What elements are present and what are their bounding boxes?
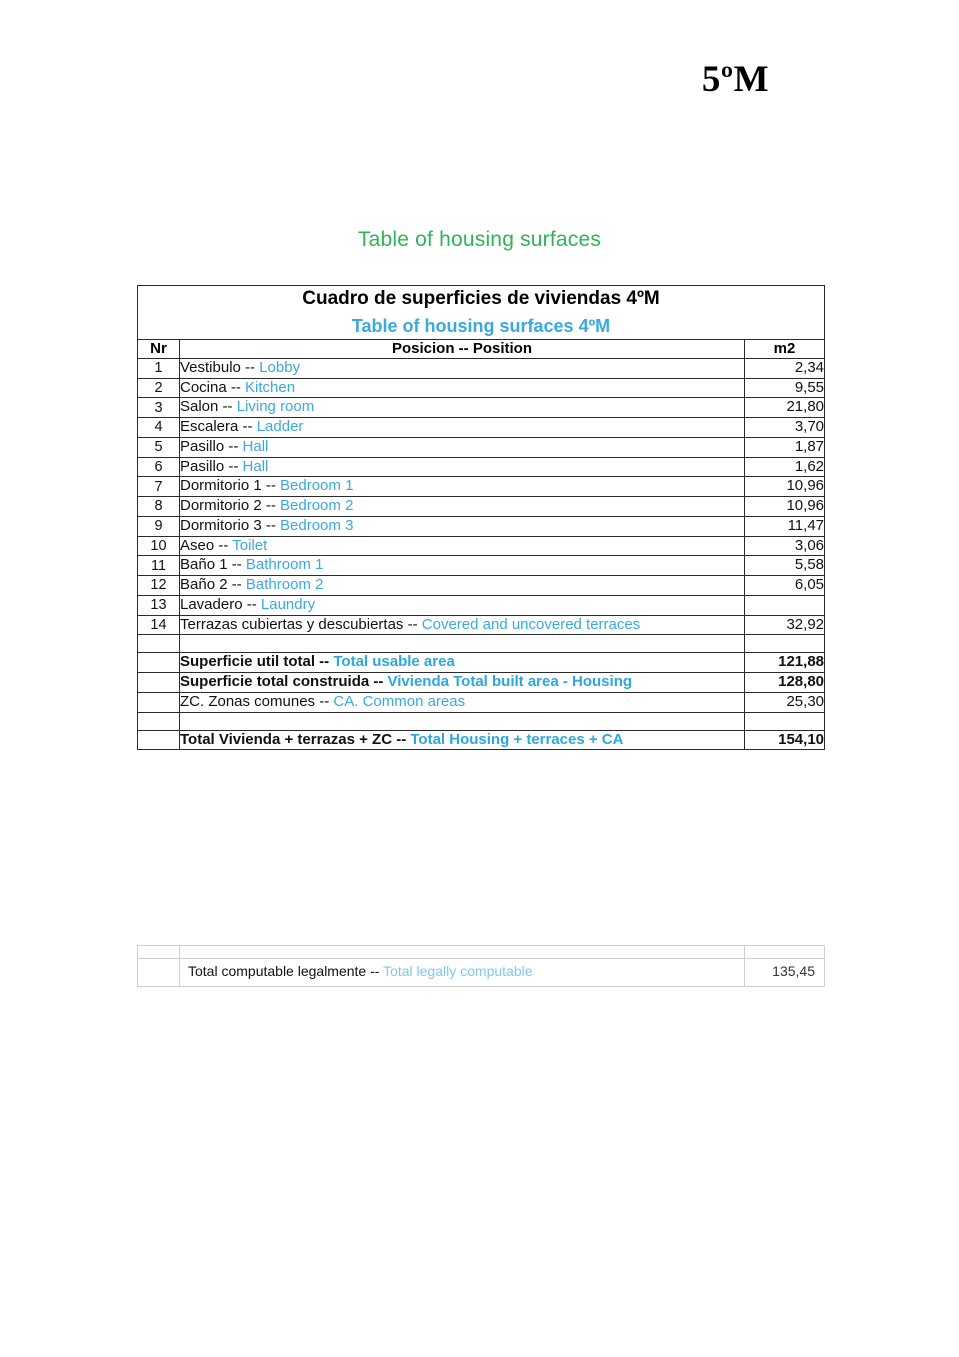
row-position-es: Aseo --	[180, 536, 229, 554]
total-row	[138, 692, 825, 712]
row-position-en: Hall	[242, 437, 269, 455]
table-column-header-row	[138, 339, 825, 358]
table-heading-en: Table of housing surfaces 4ºM	[351, 315, 611, 336]
row-position-en: Bedroom 1	[280, 477, 354, 495]
footer-label-en: Total legally computable	[383, 963, 533, 979]
footer-row-number	[138, 959, 180, 987]
table-row	[138, 536, 825, 556]
total-label-es: ZC. Zonas comunes --	[180, 692, 330, 710]
total-row	[138, 653, 825, 673]
row-position-es: Baño 1 --	[180, 556, 242, 574]
row-position-en: Bathroom 1	[245, 556, 324, 574]
grand-total-label	[180, 730, 745, 750]
table-heading-es: Cuadro de superficies de viviendas 4ºM	[302, 288, 660, 309]
spacer-nr	[138, 712, 180, 730]
row-position-en: Bedroom 3	[280, 516, 354, 534]
table-row	[138, 437, 825, 457]
table-row	[138, 477, 825, 497]
row-m2: 1,62	[745, 457, 825, 477]
row-number: 11	[138, 556, 180, 576]
grand-total-label-en: Total Housing + terraces + CA	[410, 730, 624, 748]
row-m2: 11,47	[745, 516, 825, 536]
row-number: 9	[138, 516, 180, 536]
row-position	[180, 358, 745, 378]
footer-total-row	[138, 959, 825, 987]
row-number: 10	[138, 536, 180, 556]
table-row	[138, 615, 825, 635]
row-position	[180, 378, 745, 398]
row-position	[180, 398, 745, 418]
grand-total-row-number	[138, 730, 180, 750]
row-position	[180, 497, 745, 517]
row-position-en: Toilet	[232, 536, 268, 554]
total-label-en: Vivienda Total built area - Housing	[387, 673, 633, 691]
table-spacer-row	[138, 635, 825, 653]
row-m2	[745, 595, 825, 615]
column-header-nr: Nr	[138, 339, 180, 358]
row-position	[180, 615, 745, 635]
row-position-en: Kitchen	[245, 378, 296, 396]
document-caption: Table of housing surfaces	[357, 228, 602, 251]
total-label	[180, 653, 745, 673]
row-position-es: Pasillo --	[180, 457, 239, 475]
footer-spacer-nr	[138, 946, 180, 959]
row-number: 3	[138, 398, 180, 418]
row-position-es: Lavadero --	[180, 595, 257, 613]
column-header-position: Posicion -- Position	[180, 339, 745, 358]
row-position-es: Salon --	[180, 398, 233, 416]
row-position	[180, 595, 745, 615]
spacer-pos	[180, 712, 745, 730]
spacer-nr	[138, 635, 180, 653]
table-row	[138, 595, 825, 615]
row-number: 1	[138, 358, 180, 378]
row-m2: 3,70	[745, 418, 825, 438]
row-position	[180, 556, 745, 576]
row-number: 6	[138, 457, 180, 477]
row-number: 5	[138, 437, 180, 457]
table-heading-row	[138, 286, 825, 340]
row-position	[180, 536, 745, 556]
row-position-es: Pasillo --	[180, 437, 239, 455]
footer-label	[180, 959, 745, 987]
row-m2: 9,55	[745, 378, 825, 398]
table-row	[138, 556, 825, 576]
spacer-m2	[745, 712, 825, 730]
grand-total-row	[138, 730, 825, 750]
row-position-en: Bathroom 2	[245, 576, 324, 594]
total-label-es: Superficie util total --	[180, 653, 330, 671]
total-label-en: CA. Common areas	[333, 692, 466, 710]
column-header-m2: m2	[745, 339, 825, 358]
surfaces-table	[137, 285, 825, 750]
row-position-en: Bedroom 2	[280, 497, 354, 515]
row-number: 12	[138, 576, 180, 596]
row-number: 8	[138, 497, 180, 517]
table-row	[138, 516, 825, 536]
table-row	[138, 418, 825, 438]
table-row	[138, 497, 825, 517]
total-label-es: Superficie total construida --	[180, 673, 384, 691]
row-m2: 21,80	[745, 398, 825, 418]
total-row-number	[138, 673, 180, 693]
row-position	[180, 437, 745, 457]
row-number: 2	[138, 378, 180, 398]
footer-spacer-pos	[180, 946, 745, 959]
total-row	[138, 673, 825, 693]
row-position-es: Escalera --	[180, 418, 253, 436]
row-position-es: Dormitorio 3 --	[180, 516, 276, 534]
row-m2: 6,05	[745, 576, 825, 596]
page-title: 5ºM	[701, 59, 769, 100]
total-value: 121,88	[745, 653, 825, 673]
row-position	[180, 576, 745, 596]
surfaces-table-container	[137, 285, 824, 750]
row-position	[180, 516, 745, 536]
row-position-es: Vestibulo --	[180, 358, 256, 376]
row-position-en: Laundry	[260, 595, 316, 613]
row-position-es: Dormitorio 2 --	[180, 497, 276, 515]
row-number: 7	[138, 477, 180, 497]
row-m2: 10,96	[745, 497, 825, 517]
table-row	[138, 576, 825, 596]
footer-spacer-m2	[745, 946, 825, 959]
table-row	[138, 457, 825, 477]
row-position-es: Cocina --	[180, 378, 241, 396]
row-number: 14	[138, 615, 180, 635]
row-position-en: Covered and uncovered terraces	[421, 615, 641, 633]
grand-total-label-es: Total Vivienda + terrazas + ZC --	[180, 730, 407, 748]
footer-label-es: Total computable legalmente --	[188, 963, 380, 979]
row-m2: 2,34	[745, 358, 825, 378]
row-position-en: Lobby	[259, 358, 301, 376]
row-m2: 3,06	[745, 536, 825, 556]
total-label	[180, 692, 745, 712]
total-value: 25,30	[745, 692, 825, 712]
row-m2: 1,87	[745, 437, 825, 457]
row-position-en: Ladder	[256, 418, 304, 436]
spacer-m2	[745, 635, 825, 653]
footer-spacer-row	[138, 946, 825, 959]
grand-total-value: 154,10	[745, 730, 825, 750]
row-position-es: Baño 2 --	[180, 576, 242, 594]
row-m2: 10,96	[745, 477, 825, 497]
row-number: 4	[138, 418, 180, 438]
total-row-number	[138, 653, 180, 673]
row-position	[180, 418, 745, 438]
row-position	[180, 457, 745, 477]
row-position-en: Living room	[236, 398, 315, 416]
row-number: 13	[138, 595, 180, 615]
total-row-number	[138, 692, 180, 712]
table-spacer-row	[138, 712, 825, 730]
footer-table	[137, 945, 825, 987]
row-position-en: Hall	[242, 457, 269, 475]
row-m2: 32,92	[745, 615, 825, 635]
row-position-es: Terrazas cubiertas y descubiertas --	[180, 615, 418, 633]
table-row	[138, 358, 825, 378]
row-m2: 5,58	[745, 556, 825, 576]
row-position	[180, 477, 745, 497]
total-value: 128,80	[745, 673, 825, 693]
total-label	[180, 673, 745, 693]
table-heading-cell	[138, 286, 825, 340]
total-label-en: Total usable area	[333, 653, 455, 671]
spacer-pos	[180, 635, 745, 653]
row-position-es: Dormitorio 1 --	[180, 477, 276, 495]
footer-value: 135,45	[745, 959, 825, 987]
table-row	[138, 378, 825, 398]
table-row	[138, 398, 825, 418]
